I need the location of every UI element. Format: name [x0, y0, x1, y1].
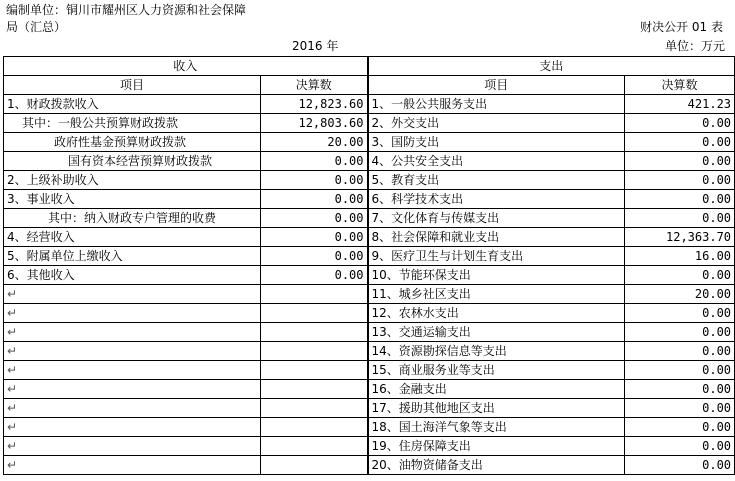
table-row: [4, 247, 735, 266]
expense-item-header: 项目: [368, 76, 625, 95]
expense-item-cell: 13、交通运输支出: [368, 323, 625, 342]
table-row: [4, 152, 735, 171]
expense-item-cell: 3、国防支出: [368, 133, 625, 152]
expense-item-cell: 10、节能环保支出: [368, 266, 625, 285]
income-amount-cell: 0.00: [261, 190, 368, 209]
income-item-cell: 其中：纳入财政专户管理的收费: [4, 209, 261, 228]
income-item-cell: 其中：一般公共预算财政拨款: [4, 114, 261, 133]
income-item-cell: 国有资本经营预算财政拨款: [4, 152, 261, 171]
expense-item-cell: 18、国土海洋气象等支出: [368, 418, 625, 437]
expense-amount-cell: 0.00: [625, 323, 735, 342]
expense-item-cell: 4、公共安全支出: [368, 152, 625, 171]
income-item-cell: ↵: [4, 380, 261, 399]
table-row: [4, 437, 735, 456]
income-amount-cell: [261, 361, 368, 380]
expense-item-cell: 1、一般公共服务支出: [368, 95, 625, 114]
unit-label-line1: 编制单位：铜川市耀州区人力资源和社会保障: [6, 3, 247, 17]
expense-amount-cell: 0.00: [625, 209, 735, 228]
expense-amount-cell: 0.00: [625, 304, 735, 323]
section-header-row: [4, 57, 735, 76]
income-amount-cell: [261, 342, 368, 361]
income-amount-cell: [261, 304, 368, 323]
income-amount-cell: 20.00: [261, 133, 368, 152]
expense-item-cell: 5、教育支出: [368, 171, 625, 190]
table-row: [4, 114, 735, 133]
expense-item-cell: 14、资源勘探信息等支出: [368, 342, 625, 361]
income-item-cell: ↵: [4, 342, 261, 361]
income-item-cell: 5、附属单位上缴收入: [4, 247, 261, 266]
expense-item-cell: 15、商业服务业等支出: [368, 361, 625, 380]
expense-item-cell: 17、援助其他地区支出: [368, 399, 625, 418]
expense-section-title: 支出: [368, 57, 735, 76]
income-item-cell: ↵: [4, 418, 261, 437]
expense-amount-cell: 20.00: [625, 285, 735, 304]
income-item-cell: ↵: [4, 304, 261, 323]
income-section-title: 收入: [4, 57, 368, 76]
expense-amount-cell: 0.00: [625, 190, 735, 209]
expense-amount-cell: 0.00: [625, 456, 735, 475]
table-row: [4, 209, 735, 228]
table-row: [4, 190, 735, 209]
income-item-header: 项目: [4, 76, 261, 95]
expense-amount-cell: 0.00: [625, 152, 735, 171]
income-amount-cell: 0.00: [261, 247, 368, 266]
expense-item-cell: 20、油物资储备支出: [368, 456, 625, 475]
income-amount-cell: [261, 456, 368, 475]
report-year: 2016 年: [292, 39, 339, 53]
expense-item-cell: 16、金融支出: [368, 380, 625, 399]
expense-item-cell: 7、文化体育与传媒支出: [368, 209, 625, 228]
income-item-cell: 1、财政拨款收入: [4, 95, 261, 114]
table-row: [4, 418, 735, 437]
table-row: [4, 323, 735, 342]
income-amount-cell: [261, 418, 368, 437]
income-amount-cell: 0.00: [261, 266, 368, 285]
currency-unit: 单位：万元: [664, 39, 725, 53]
income-item-cell: 6、其他收入: [4, 266, 261, 285]
table-row: [4, 380, 735, 399]
expense-amount-cell: 16.00: [625, 247, 735, 266]
table-row: [4, 228, 735, 247]
expense-item-cell: 12、农林水支出: [368, 304, 625, 323]
table-row: [4, 456, 735, 475]
expense-amount-cell: 0.00: [625, 342, 735, 361]
income-item-cell: 2、上级补助收入: [4, 171, 261, 190]
income-amount-cell: 0.00: [261, 228, 368, 247]
expense-item-cell: 9、医疗卫生与计划生育支出: [368, 247, 625, 266]
column-header-row: [4, 76, 735, 95]
income-amount-cell: [261, 437, 368, 456]
expense-item-cell: 11、城乡社区支出: [368, 285, 625, 304]
income-item-cell: ↵: [4, 361, 261, 380]
expense-item-cell: 6、科学技术支出: [368, 190, 625, 209]
income-item-cell: ↵: [4, 285, 261, 304]
income-amount-cell: 0.00: [261, 152, 368, 171]
expense-amount-cell: 0.00: [625, 399, 735, 418]
table-row: [4, 285, 735, 304]
income-item-cell: ↵: [4, 456, 261, 475]
income-amount-cell: 0.00: [261, 171, 368, 190]
income-item-cell: 3、事业收入: [4, 190, 261, 209]
income-amount-cell: 12,803.60: [261, 114, 368, 133]
budget-table: [3, 56, 735, 475]
expense-amount-header: 决算数: [625, 76, 735, 95]
expense-amount-cell: 0.00: [625, 114, 735, 133]
form-number: 财决公开 01 表: [640, 20, 723, 34]
table-row: [4, 266, 735, 285]
table-row: [4, 171, 735, 190]
income-amount-header: 决算数: [261, 76, 368, 95]
income-amount-cell: 0.00: [261, 209, 368, 228]
expense-item-cell: 2、外交支出: [368, 114, 625, 133]
expense-amount-cell: 0.00: [625, 418, 735, 437]
expense-item-cell: 8、社会保障和就业支出: [368, 228, 625, 247]
income-amount-cell: [261, 399, 368, 418]
expense-amount-cell: 0.00: [625, 361, 735, 380]
expense-amount-cell: 12,363.70: [625, 228, 735, 247]
income-amount-cell: [261, 323, 368, 342]
unit-label-line2: 局（汇总）: [6, 20, 67, 34]
expense-amount-cell: 0.00: [625, 266, 735, 285]
table-row: [4, 342, 735, 361]
income-item-cell: 4、经营收入: [4, 228, 261, 247]
expense-amount-cell: 0.00: [625, 437, 735, 456]
expense-amount-cell: 421.23: [625, 95, 735, 114]
income-item-cell: ↵: [4, 437, 261, 456]
expense-item-cell: 19、住房保障支出: [368, 437, 625, 456]
expense-amount-cell: 0.00: [625, 133, 735, 152]
table-row: [4, 95, 735, 114]
table-row: [4, 361, 735, 380]
income-item-cell: ↵: [4, 399, 261, 418]
income-amount-cell: 12,823.60: [261, 95, 368, 114]
income-item-cell: 政府性基金预算财政拨款: [4, 133, 261, 152]
expense-amount-cell: 0.00: [625, 171, 735, 190]
table-row: [4, 304, 735, 323]
table-row: [4, 133, 735, 152]
income-amount-cell: [261, 285, 368, 304]
table-row: [4, 399, 735, 418]
income-amount-cell: [261, 380, 368, 399]
income-item-cell: ↵: [4, 323, 261, 342]
expense-amount-cell: 0.00: [625, 380, 735, 399]
